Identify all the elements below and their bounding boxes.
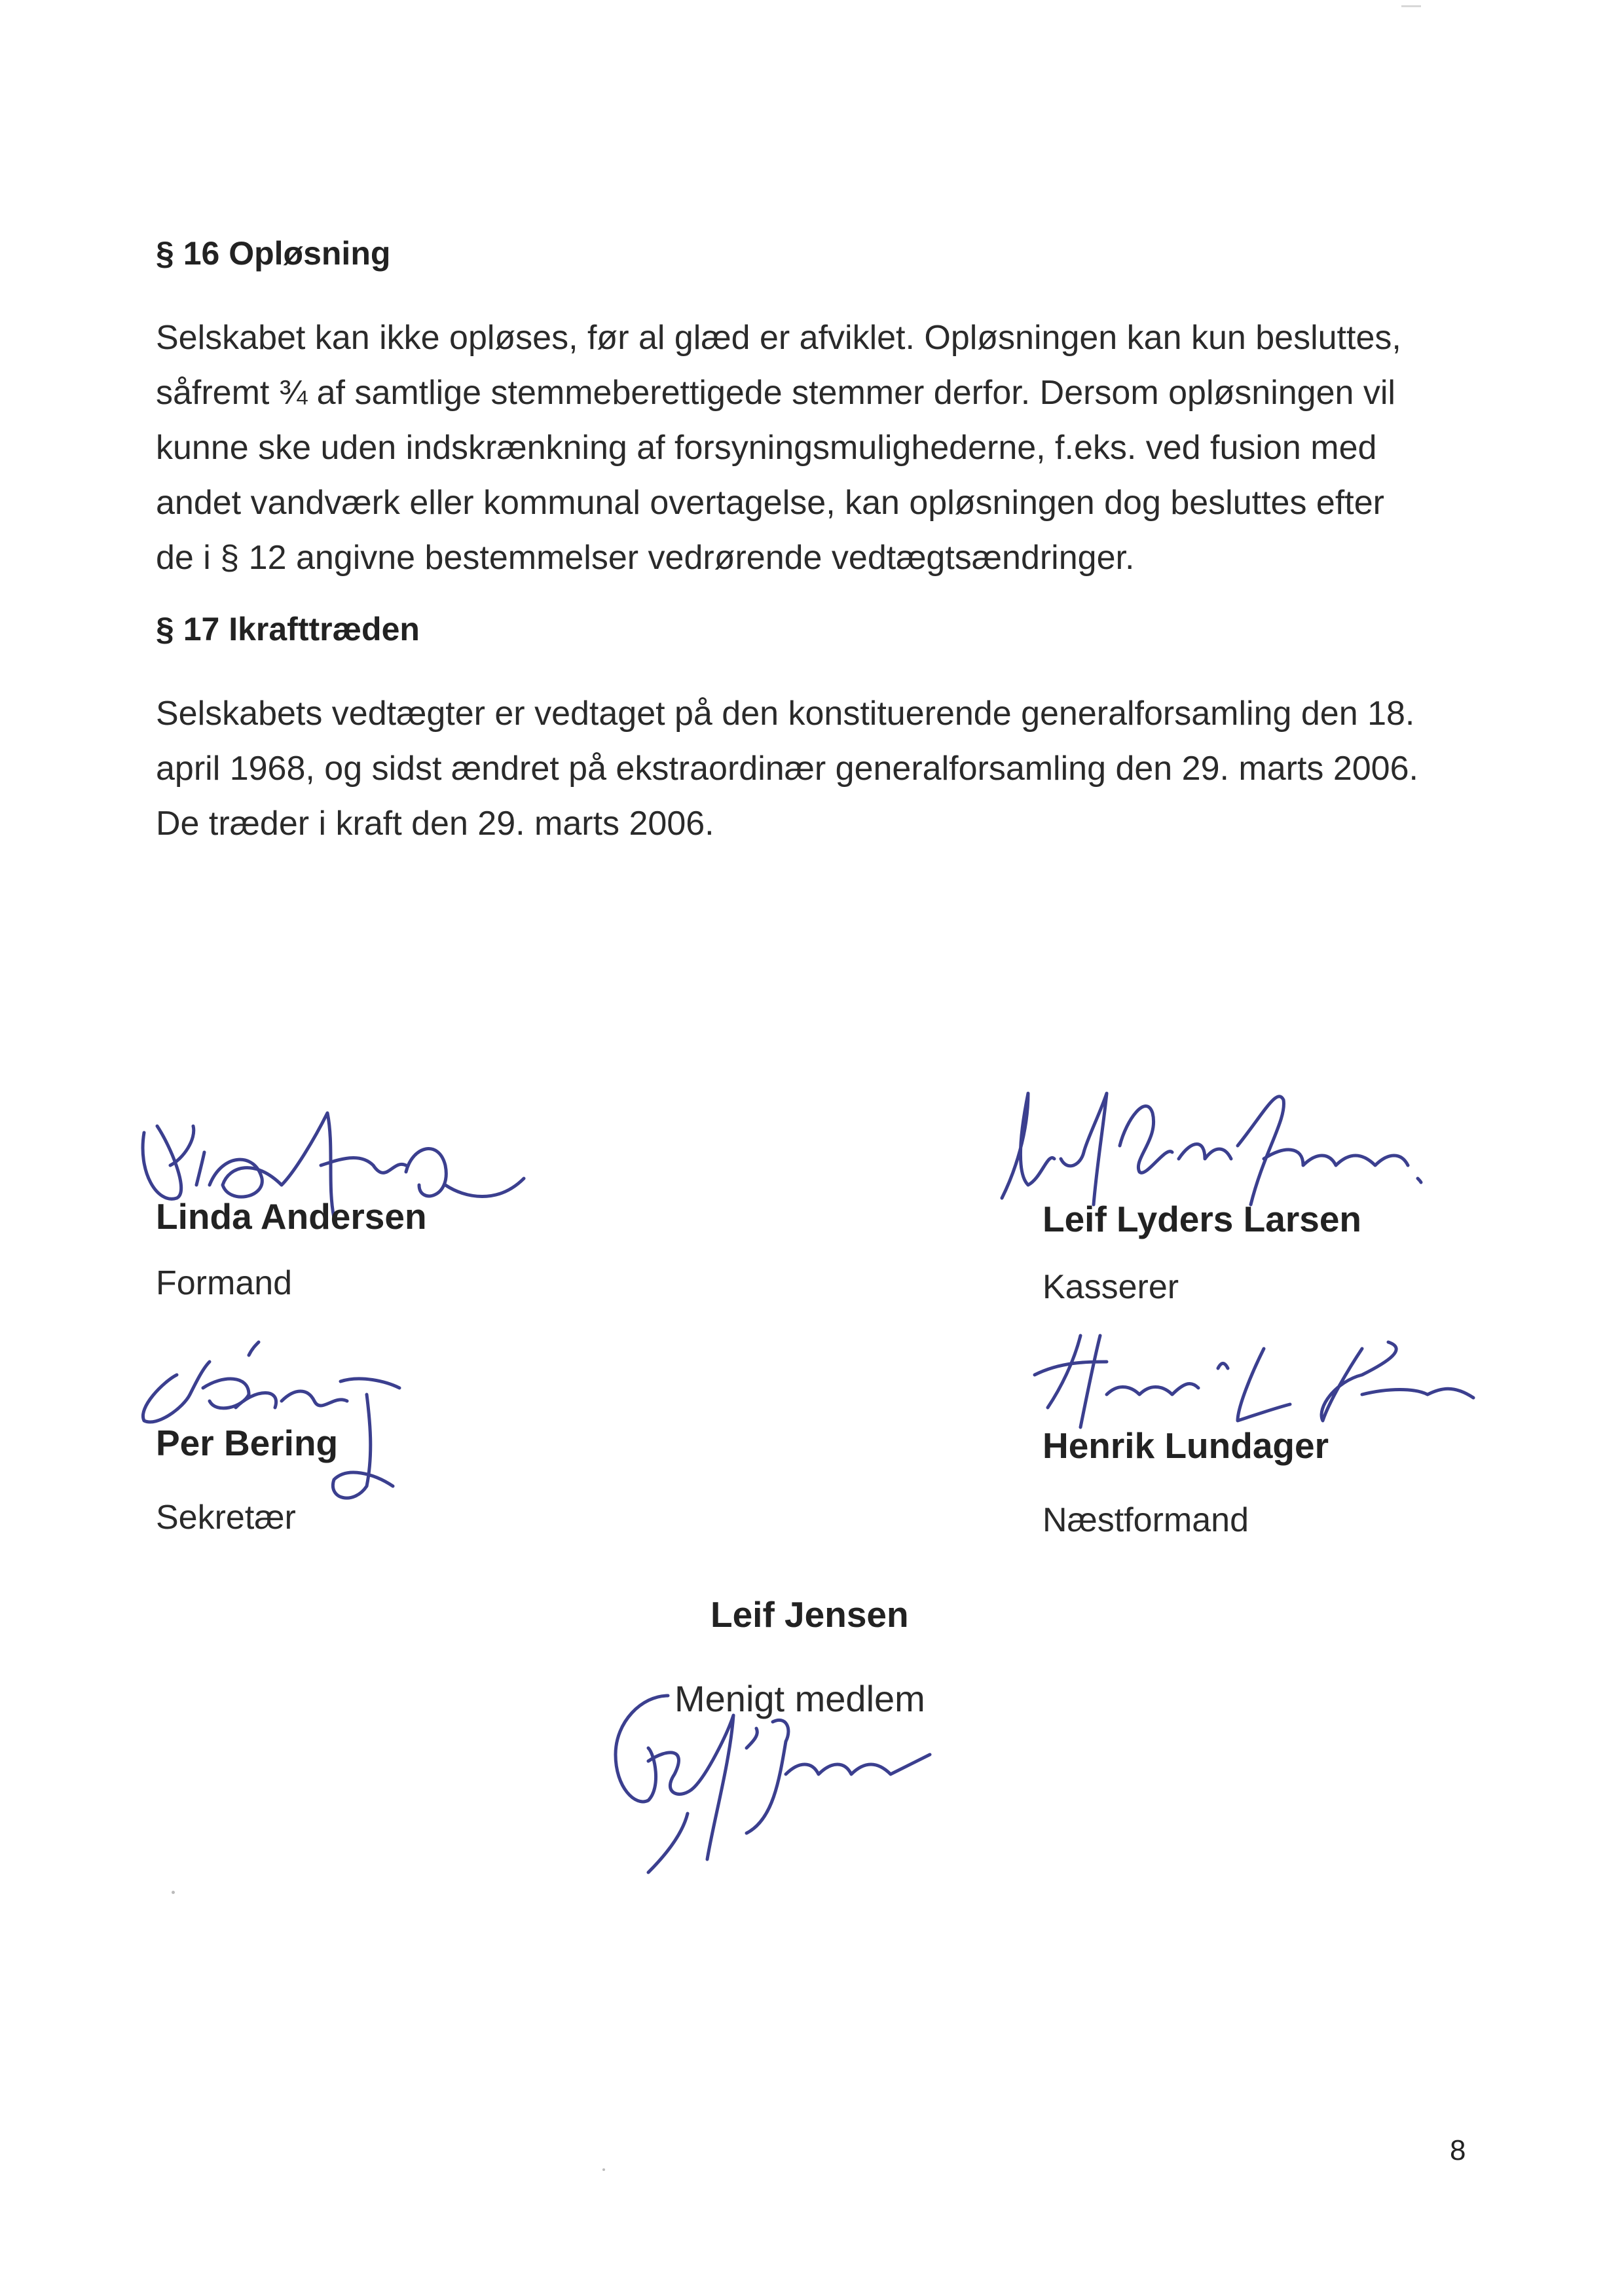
paragraph-line: såfremt ¾ af samtlige stemmeberettigede stemmer derfor. Dersom opløsningen vil (156, 374, 1395, 412)
signatory-role: Sekretær (156, 1499, 296, 1537)
signatory-role: Næstformand (1043, 1501, 1249, 1539)
section-16-paragraph (156, 310, 1531, 585)
paragraph-line: april 1968, og sidst ændret på ekstraordinær generalforsamling den 29. marts 2006. (156, 750, 1418, 788)
section-16-heading: § 16 Opløsning (156, 235, 391, 272)
scan-mark (172, 1891, 175, 1894)
paragraph-line: andet vandværk eller kommunal overtagelse, kan opløsningen dog besluttes efter (156, 484, 1384, 522)
signatory-name: Leif Lyders Larsen (1043, 1199, 1362, 1239)
signatory-role: Formand (156, 1264, 293, 1302)
signatory-name: Linda Andersen (156, 1196, 427, 1237)
signature-henrik-lundager (1022, 1322, 1493, 1434)
paragraph-line: De træder i kraft den 29. marts 2006. (156, 805, 714, 843)
paragraph-line: Selskabet kan ikke opløses, før al glæd er afviklet. Opløsningen kan kun besluttes, (156, 319, 1401, 357)
signatory-role: Kasserer (1043, 1268, 1179, 1306)
section-17-heading: § 17 Ikrafttræden (156, 611, 420, 647)
page-number: 8 (1450, 2134, 1466, 2166)
signatory-name: Leif Jensen (710, 1594, 909, 1635)
paragraph-line: Selskabets vedtægter er vedtaget på den konstituerende generalforsamling den 18. (156, 695, 1415, 733)
scan-mark (602, 2168, 605, 2171)
scan-mark (1401, 5, 1421, 7)
paragraph-line: kunne ske uden indskrænkning af forsyningsmulighederne, f.eks. ved fusion med (156, 429, 1377, 467)
signatory-name: Henrik Lundager (1043, 1425, 1329, 1466)
signatory-role: Menigt medlem (674, 1678, 925, 1719)
section-17-paragraph (156, 686, 1531, 851)
paragraph-line: de i § 12 angivne bestemmelser vedrørende vedtægtsændringer. (156, 539, 1135, 577)
signatory-name: Per Bering (156, 1423, 339, 1463)
signature-leif-jensen (576, 1676, 956, 1886)
